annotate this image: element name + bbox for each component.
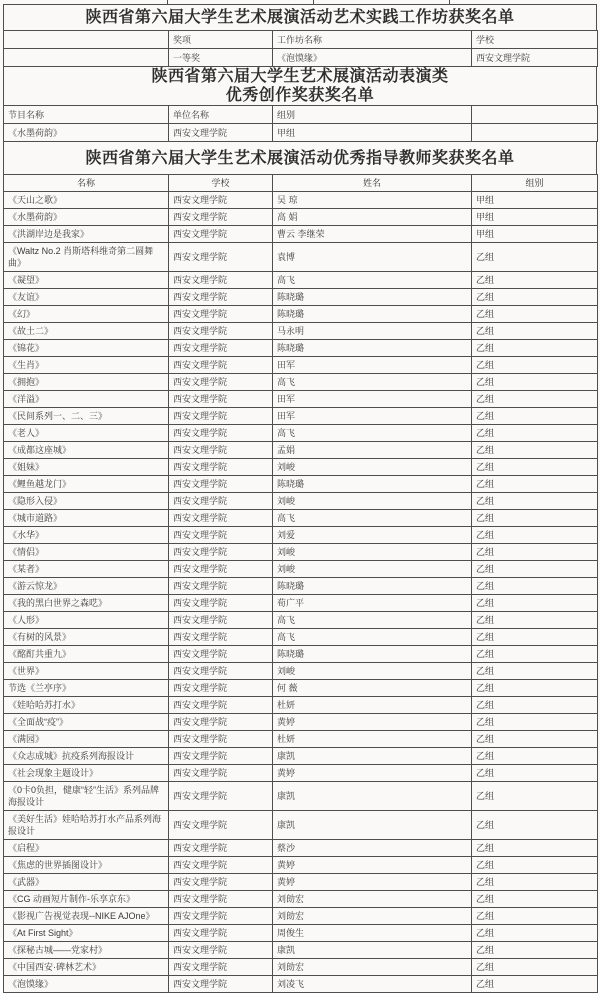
school-cell: 西安文理学院 — [169, 510, 273, 527]
work-title-cell: 《探秘古城——党家村》 — [4, 942, 169, 959]
instructor-section-title — [3, 141, 597, 175]
teacher-name-cell: 刘勆宏 — [273, 908, 472, 925]
instructor-table-row — [4, 976, 598, 993]
group-cell: 乙组 — [472, 561, 598, 578]
instructor-table-row — [4, 874, 598, 891]
teacher-name-cell: 黄婷 — [273, 874, 472, 891]
work-title-cell: 《友谊》 — [4, 289, 169, 306]
teacher-name-cell: 高飞 — [273, 272, 472, 289]
school-cell: 西安文理学院 — [169, 857, 273, 874]
instructor-table-row — [4, 578, 598, 595]
group-cell: 乙组 — [472, 493, 598, 510]
teacher-name-cell: 高飞 — [273, 629, 472, 646]
school-cell: 西安文理学院 — [169, 714, 273, 731]
school-cell: 西安文理学院 — [169, 976, 273, 993]
school-cell: 西安文理学院 — [169, 289, 273, 306]
program-name-cell: 《水墨荷韵》 — [4, 124, 169, 142]
teacher-name-cell: 袁博 — [273, 243, 472, 272]
school-cell: 西安文理学院 — [169, 697, 273, 714]
header-cell-award: 奖项 — [169, 31, 273, 49]
group-cell: 乙组 — [472, 289, 598, 306]
teacher-name-cell: 黄婷 — [273, 857, 472, 874]
school-cell: 西安文理学院 — [169, 959, 273, 976]
school-cell: 西安文理学院 — [169, 476, 273, 493]
group-cell: 乙组 — [472, 748, 598, 765]
group-cell: 乙组 — [472, 272, 598, 289]
instructor-header-row — [4, 175, 598, 192]
teacher-name-cell: 马永明 — [273, 323, 472, 340]
group-cell: 乙组 — [472, 306, 598, 323]
school-cell: 西安文理学院 — [169, 357, 273, 374]
instructor-title-text: 陕西省第六届大学生艺术展演活动优秀指导教师奖获奖名单 — [85, 149, 515, 167]
work-title-cell: 《成都这座城》 — [4, 442, 169, 459]
teacher-name-cell: 刘峻 — [273, 459, 472, 476]
instructor-table-row — [4, 782, 598, 811]
school-cell: 西安文理学院 — [169, 243, 273, 272]
instructor-table-row — [4, 374, 598, 391]
teacher-name-cell: 田军 — [273, 357, 472, 374]
work-title-cell: 《隐形入侵》 — [4, 493, 169, 510]
teacher-name-cell: 高飞 — [273, 510, 472, 527]
work-title-cell: 《水华》 — [4, 527, 169, 544]
school-cell: 西安文理学院 — [169, 646, 273, 663]
school-cell: 西安文理学院 — [169, 612, 273, 629]
instructor-table-row — [4, 340, 598, 357]
instructor-table-row — [4, 680, 598, 697]
work-title-cell: 《满园》 — [4, 731, 169, 748]
group-cell: 乙组 — [472, 612, 598, 629]
instructor-table-row — [4, 840, 598, 857]
teacher-name-cell: 康凯 — [273, 811, 472, 840]
group-cell: 乙组 — [472, 874, 598, 891]
work-title-cell: 《城市道路》 — [4, 510, 169, 527]
workshop-name-cell: 《泡馍缘》 — [273, 49, 472, 67]
work-title-cell: 《天山之歌》 — [4, 192, 169, 209]
work-title-cell: 《我的黑白世界之森呓》 — [4, 595, 169, 612]
instructor-table-row — [4, 731, 598, 748]
work-title-cell: 《老人》 — [4, 425, 169, 442]
school-cell: 西安文理学院 — [169, 874, 273, 891]
teacher-name-cell: 刘峻 — [273, 561, 472, 578]
instructor-table-row — [4, 289, 598, 306]
work-title-cell: 《游云惊龙》 — [4, 578, 169, 595]
award-cell: 一等奖 — [169, 49, 273, 67]
header-cell-blank — [472, 106, 598, 124]
workshop-data-row — [4, 49, 598, 67]
school-cell: 西安文理学院 — [169, 891, 273, 908]
teacher-name-cell: 刘勆宏 — [273, 891, 472, 908]
work-title-cell: 《众志成城》抗疫系列海报设计 — [4, 748, 169, 765]
instructor-table-row — [4, 527, 598, 544]
instructor-table-row — [4, 510, 598, 527]
group-cell: 甲组 — [472, 209, 598, 226]
instructor-table-row — [4, 942, 598, 959]
instructor-table-row — [4, 425, 598, 442]
group-cell: 乙组 — [472, 357, 598, 374]
header-cell-program-name: 节目名称 — [4, 106, 169, 124]
group-cell: 甲组 — [472, 192, 598, 209]
group-cell: 乙组 — [472, 340, 598, 357]
work-title-cell: 《生肖》 — [4, 357, 169, 374]
instructor-table-row — [4, 891, 598, 908]
top-cutoff-cell — [3, 0, 168, 5]
creation-data-row — [4, 124, 598, 142]
header-cell-school: 学校 — [169, 175, 273, 192]
creation-section-title — [3, 66, 597, 106]
instructor-table-row — [4, 209, 598, 226]
group-cell: 乙组 — [472, 765, 598, 782]
creation-title-line2: 优秀创作奖获奖名单 — [225, 87, 375, 104]
group-cell: 乙组 — [472, 697, 598, 714]
group-cell: 乙组 — [472, 646, 598, 663]
school-cell: 西安文理学院 — [169, 925, 273, 942]
group-cell: 乙组 — [472, 243, 598, 272]
instructor-table-row — [4, 408, 598, 425]
header-cell-blank — [4, 31, 169, 49]
teacher-name-cell: 刘勆宏 — [273, 959, 472, 976]
work-title-cell: 《社会现象主题设计》 — [4, 765, 169, 782]
teacher-name-cell: 杜妍 — [273, 697, 472, 714]
work-title-cell: 《美好生活》娃哈哈苏打水产品系列海报设计 — [4, 811, 169, 840]
work-title-cell: 《拥抱》 — [4, 374, 169, 391]
group-cell: 乙组 — [472, 374, 598, 391]
teacher-name-cell: 杜妍 — [273, 731, 472, 748]
instructor-table-row — [4, 459, 598, 476]
header-cell-work-name: 名称 — [4, 175, 169, 192]
teacher-name-cell: 高飞 — [273, 374, 472, 391]
school-cell: 西安文理学院 — [169, 408, 273, 425]
group-cell: 乙组 — [472, 731, 598, 748]
teacher-name-cell: 黄婷 — [273, 714, 472, 731]
group-cell: 乙组 — [472, 891, 598, 908]
teacher-name-cell: 高飞 — [273, 612, 472, 629]
group-cell: 乙组 — [472, 425, 598, 442]
group-cell: 乙组 — [472, 782, 598, 811]
school-cell: 西安文理学院 — [169, 306, 273, 323]
teacher-name-cell: 陈晓璐 — [273, 306, 472, 323]
work-title-cell: 《泡馍缘》 — [4, 976, 169, 993]
instructor-table-body — [4, 192, 598, 993]
work-title-cell: 《世界》 — [4, 663, 169, 680]
instructor-table-row — [4, 493, 598, 510]
school-cell: 西安文理学院 — [169, 561, 273, 578]
group-cell: 乙组 — [472, 476, 598, 493]
school-cell: 西安文理学院 — [169, 272, 273, 289]
work-title-cell: 《锦花》 — [4, 340, 169, 357]
school-cell: 西安文理学院 — [169, 578, 273, 595]
group-cell: 乙组 — [472, 544, 598, 561]
school-cell: 西安文理学院 — [169, 442, 273, 459]
group-cell: 甲组 — [472, 226, 598, 243]
creation-header-row — [4, 106, 598, 124]
work-title-cell: 《焦虑的世界插图设计》 — [4, 857, 169, 874]
instructor-table-row — [4, 959, 598, 976]
teacher-name-cell: 陈晓璐 — [273, 578, 472, 595]
group-cell: 乙组 — [472, 578, 598, 595]
school-cell: 西安文理学院 — [169, 811, 273, 840]
teacher-name-cell: 高 娟 — [273, 209, 472, 226]
school-cell: 西安文理学院 — [169, 908, 273, 925]
group-cell: 乙组 — [472, 942, 598, 959]
teacher-name-cell: 田军 — [273, 408, 472, 425]
work-title-cell: 《人形》 — [4, 612, 169, 629]
group-cell: 乙组 — [472, 391, 598, 408]
teacher-name-cell: 周俊生 — [273, 925, 472, 942]
teacher-name-cell: 刘峻 — [273, 493, 472, 510]
work-title-cell: 《Waltz No.2 肖斯塔科维奇第二圆舞曲》 — [4, 243, 169, 272]
creation-title-line1: 陕西省第六届大学生艺术展演活动表演类 — [151, 68, 449, 85]
school-cell: 西安文理学院 — [169, 680, 273, 697]
school-cell: 西安文理学院 — [169, 391, 273, 408]
instructor-table-row — [4, 323, 598, 340]
group-cell: 乙组 — [472, 811, 598, 840]
teacher-name-cell: 田军 — [273, 391, 472, 408]
blank-cell — [4, 49, 169, 67]
unit-name-cell: 西安文理学院 — [169, 124, 273, 142]
top-cutoff-cell — [168, 0, 314, 5]
work-title-cell: 《启程》 — [4, 840, 169, 857]
school-cell: 西安文理学院 — [169, 527, 273, 544]
instructor-award-table — [3, 174, 598, 993]
work-title-cell: 《中国西安·碑林艺术》 — [4, 959, 169, 976]
work-title-cell: 《故土二》 — [4, 323, 169, 340]
top-cutoff-row — [3, 0, 597, 5]
work-title-cell: 《酩酊共重九》 — [4, 646, 169, 663]
work-title-cell: 《有树的风景》 — [4, 629, 169, 646]
instructor-table-row — [4, 925, 598, 942]
school-cell: 西安文理学院 — [169, 595, 273, 612]
teacher-name-cell: 黄婷 — [273, 765, 472, 782]
teacher-name-cell: 陈晓璐 — [273, 340, 472, 357]
work-title-cell: 《At First Sight》 — [4, 925, 169, 942]
group-cell: 乙组 — [472, 680, 598, 697]
school-cell: 西安文理学院 — [169, 765, 273, 782]
instructor-table-row — [4, 476, 598, 493]
work-title-cell: 《娃哈哈苏打水》 — [4, 697, 169, 714]
instructor-table-row — [4, 811, 598, 840]
work-title-cell: 《凝望》 — [4, 272, 169, 289]
instructor-table-row — [4, 748, 598, 765]
teacher-name-cell: 孟娟 — [273, 442, 472, 459]
school-cell: 西安文理学院 — [169, 340, 273, 357]
header-cell-unit-name: 单位名称 — [169, 106, 273, 124]
header-cell-teacher-name: 姓名 — [273, 175, 472, 192]
header-cell-school: 学校 — [472, 31, 598, 49]
instructor-table-row — [4, 357, 598, 374]
instructor-table-row — [4, 595, 598, 612]
school-cell: 西安文理学院 — [169, 748, 273, 765]
group-cell: 乙组 — [472, 323, 598, 340]
teacher-name-cell: 何 薇 — [273, 680, 472, 697]
work-title-cell: 《武器》 — [4, 874, 169, 891]
work-title-cell: 《幻》 — [4, 306, 169, 323]
group-cell: 乙组 — [472, 629, 598, 646]
school-cell: 西安文理学院 — [169, 840, 273, 857]
work-title-cell: 《鲤鱼越龙门》 — [4, 476, 169, 493]
instructor-table-row — [4, 612, 598, 629]
header-cell-group: 组别 — [472, 175, 598, 192]
instructor-table-row — [4, 442, 598, 459]
group-cell: 乙组 — [472, 840, 598, 857]
instructor-table-row — [4, 561, 598, 578]
school-cell: 西安文理学院 — [169, 374, 273, 391]
teacher-name-cell: 刘爱 — [273, 527, 472, 544]
work-title-cell: 《民间系列一、二、三》 — [4, 408, 169, 425]
work-title-cell: 《0卡0负担，健康“轻”生活》系列品牌海报设计 — [4, 782, 169, 811]
teacher-name-cell: 陈晓璐 — [273, 646, 472, 663]
teacher-name-cell: 康凯 — [273, 942, 472, 959]
instructor-table-row — [4, 391, 598, 408]
teacher-name-cell: 康凯 — [273, 782, 472, 811]
header-cell-group: 组别 — [273, 106, 472, 124]
work-title-cell: 《洋溢》 — [4, 391, 169, 408]
teacher-name-cell: 荀广平 — [273, 595, 472, 612]
school-cell: 西安文理学院 — [169, 226, 273, 243]
work-title-cell: 《情侣》 — [4, 544, 169, 561]
work-title-cell: 《CG 动画短片制作-乐享京东》 — [4, 891, 169, 908]
work-title-cell: 节选《兰亭序》 — [4, 680, 169, 697]
group-cell: 甲组 — [273, 124, 472, 142]
instructor-table-row — [4, 192, 598, 209]
school-cell: 西安文理学院 — [169, 459, 273, 476]
instructor-table-row — [4, 272, 598, 289]
teacher-name-cell: 刘峻 — [273, 663, 472, 680]
school-cell: 西安文理学院 — [169, 731, 273, 748]
teacher-name-cell: 陈晓璐 — [273, 289, 472, 306]
instructor-table-row — [4, 765, 598, 782]
school-cell: 西安文理学院 — [169, 209, 273, 226]
group-cell: 乙组 — [472, 959, 598, 976]
teacher-name-cell: 刘峻 — [273, 544, 472, 561]
work-title-cell: 《水墨荷韵》 — [4, 209, 169, 226]
group-cell: 乙组 — [472, 857, 598, 874]
instructor-table-row — [4, 629, 598, 646]
group-cell: 乙组 — [472, 442, 598, 459]
school-cell: 西安文理学院 — [169, 663, 273, 680]
school-cell: 西安文理学院 — [169, 629, 273, 646]
top-cutoff-cell — [450, 0, 597, 5]
group-cell: 乙组 — [472, 714, 598, 731]
workshop-section-title — [3, 4, 597, 31]
group-cell: 乙组 — [472, 408, 598, 425]
group-cell: 乙组 — [472, 527, 598, 544]
group-cell: 乙组 — [472, 595, 598, 612]
teacher-name-cell: 陈晓璐 — [273, 476, 472, 493]
instructor-table-row — [4, 857, 598, 874]
teacher-name-cell: 刘凌飞 — [273, 976, 472, 993]
header-cell-workshop-name: 工作坊名称 — [273, 31, 472, 49]
group-cell: 乙组 — [472, 510, 598, 527]
teacher-name-cell: 高飞 — [273, 425, 472, 442]
group-cell: 乙组 — [472, 925, 598, 942]
teacher-name-cell: 吴 琼 — [273, 192, 472, 209]
work-title-cell: 《某者》 — [4, 561, 169, 578]
instructor-table-row — [4, 908, 598, 925]
instructor-table-row — [4, 663, 598, 680]
group-cell: 乙组 — [472, 459, 598, 476]
school-cell: 西安文理学院 — [472, 49, 598, 67]
instructor-table-row — [4, 646, 598, 663]
instructor-table-row — [4, 306, 598, 323]
group-cell: 乙组 — [472, 976, 598, 993]
teacher-name-cell: 康凯 — [273, 748, 472, 765]
school-cell: 西安文理学院 — [169, 192, 273, 209]
school-cell: 西安文理学院 — [169, 425, 273, 442]
blank-cell — [472, 124, 598, 142]
school-cell: 西安文理学院 — [169, 544, 273, 561]
work-title-cell: 《姐妹》 — [4, 459, 169, 476]
work-title-cell: 《影视广告视觉表现--NIKE AJOne》 — [4, 908, 169, 925]
school-cell: 西安文理学院 — [169, 323, 273, 340]
instructor-table-row — [4, 226, 598, 243]
work-title-cell: 《洪湖岸边是我家》 — [4, 226, 169, 243]
work-title-cell: 《全面战“疫”》 — [4, 714, 169, 731]
instructor-table-row — [4, 243, 598, 272]
instructor-table-row — [4, 544, 598, 561]
instructor-table-row — [4, 697, 598, 714]
group-cell: 乙组 — [472, 663, 598, 680]
workshop-title-text: 陕西省第六届大学生艺术展演活动艺术实践工作坊获奖名单 — [85, 9, 515, 26]
creation-award-table — [3, 105, 598, 142]
teacher-name-cell: 曹云 李继荣 — [273, 226, 472, 243]
workshop-award-table — [3, 30, 598, 67]
instructor-table-row — [4, 714, 598, 731]
teacher-name-cell: 蔡沙 — [273, 840, 472, 857]
workshop-header-row — [4, 31, 598, 49]
school-cell: 西安文理学院 — [169, 493, 273, 510]
school-cell: 西安文理学院 — [169, 942, 273, 959]
school-cell: 西安文理学院 — [169, 782, 273, 811]
group-cell: 乙组 — [472, 908, 598, 925]
top-cutoff-cell — [314, 0, 450, 5]
